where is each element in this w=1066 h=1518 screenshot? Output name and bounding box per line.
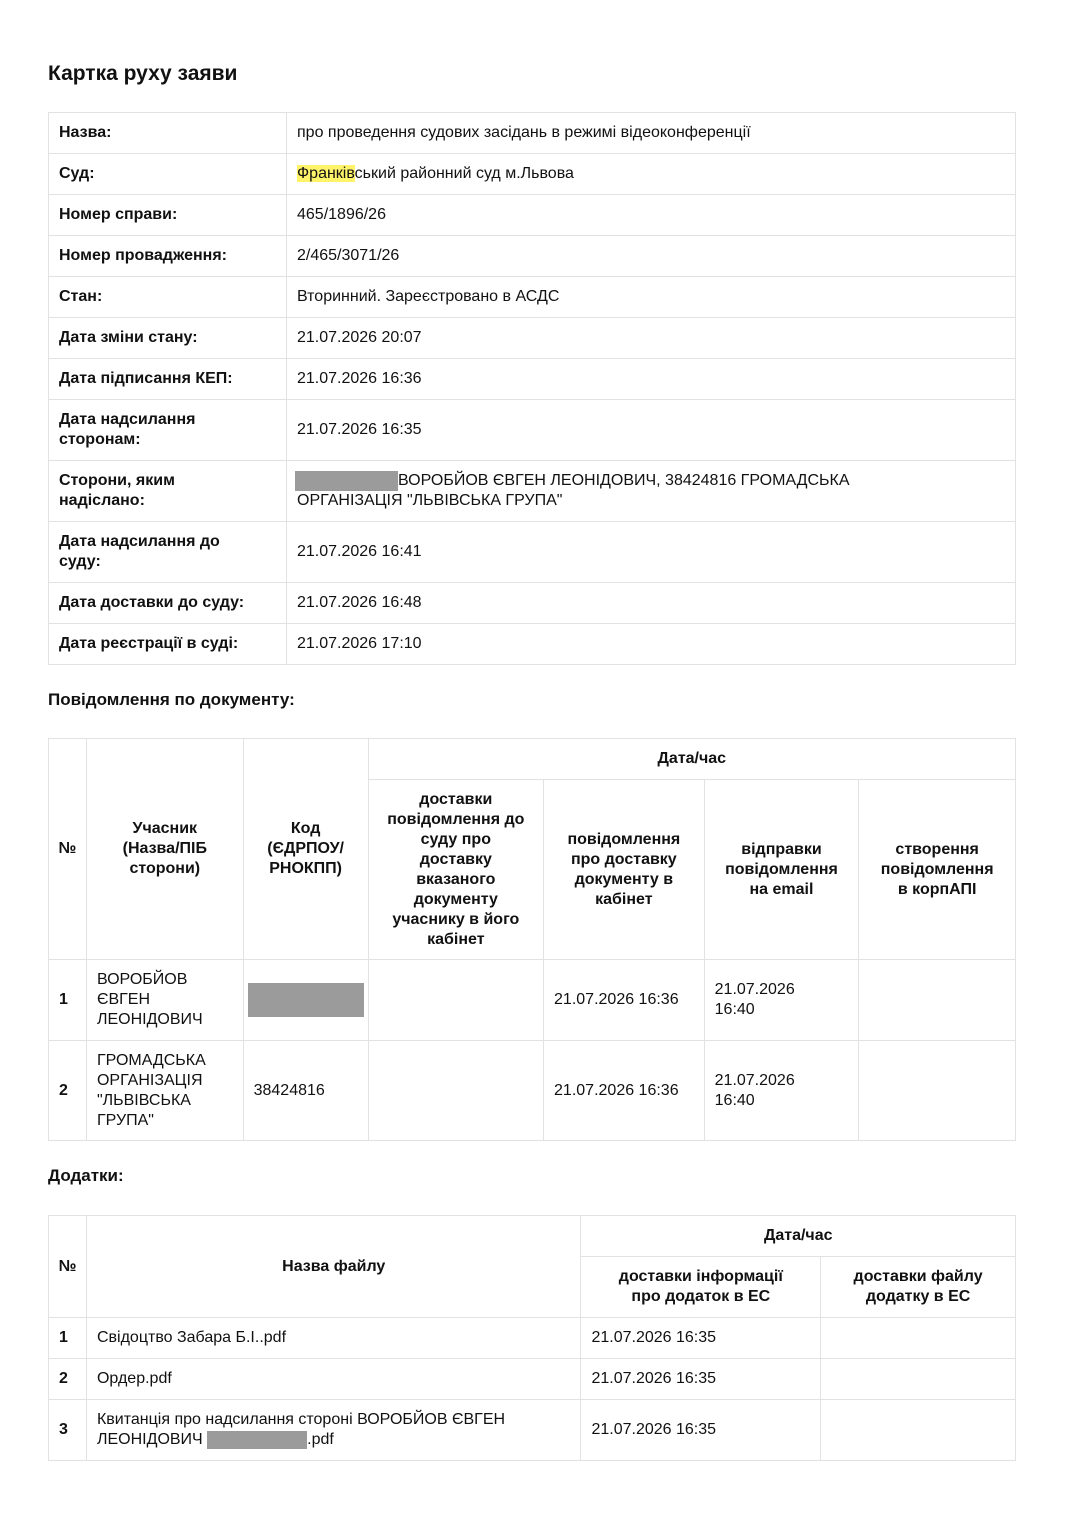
row-num: 1	[49, 1318, 87, 1359]
redaction-block	[207, 1431, 307, 1449]
col-info: доставки інформації про додаток в ЕС	[581, 1257, 821, 1318]
kep-label: Дата підписання КЕП:	[49, 359, 287, 400]
state-date-label: Дата зміни стану:	[49, 318, 287, 359]
row-num: 2	[49, 1359, 87, 1400]
state-date-value: 21.07.2026 20:07	[287, 318, 1016, 359]
row-corpapi	[859, 1041, 1016, 1141]
court-value-rest: ський районний суд м.Львова	[354, 165, 574, 182]
row-info: 21.07.2026 16:35	[581, 1359, 821, 1400]
col-participant: Учасник (Назва/ПІБ сторони)	[86, 739, 243, 960]
col-num: №	[49, 1216, 87, 1318]
row-file	[821, 1318, 1016, 1359]
info-row-state-date	[49, 318, 1016, 359]
attachments-heading: Додатки:	[48, 1166, 124, 1185]
row-email: 21.07.2026 16:40	[704, 1041, 859, 1141]
registration-label: Дата реєстрації в суді:	[49, 624, 287, 665]
notifications-table	[48, 738, 1016, 1141]
col-cabinet: повідомлення про доставку документу в кабінет	[544, 780, 705, 960]
registration-value: 21.07.2026 17:10	[287, 624, 1016, 665]
info-row-kep	[49, 359, 1016, 400]
info-row-case	[49, 195, 1016, 236]
notif-header-row-1	[49, 739, 1016, 780]
row-corpapi	[859, 960, 1016, 1041]
sent-parties-value: 21.07.2026 16:35	[287, 400, 1016, 461]
row-file	[821, 1359, 1016, 1400]
case-info-table	[48, 112, 1016, 665]
parties-label: Сторони, яким надіслано:	[49, 461, 287, 522]
info-row-name	[49, 113, 1016, 154]
redaction-block	[248, 983, 364, 1017]
case-value: 465/1896/26	[287, 195, 1016, 236]
row-delivery	[368, 960, 543, 1041]
row-filename: Свідоцтво Забара Б.І..pdf	[86, 1318, 580, 1359]
notifications-heading: Повідомлення по документу:	[48, 690, 295, 709]
proceeding-label: Номер провадження:	[49, 236, 287, 277]
info-row-delivery	[49, 583, 1016, 624]
table-row	[49, 1359, 1016, 1400]
col-filename: Назва файлу	[86, 1216, 580, 1318]
proceeding-value: 2/465/3071/26	[287, 236, 1016, 277]
info-row-state	[49, 277, 1016, 318]
sent-parties-label: Дата надсилання сторонам:	[49, 400, 287, 461]
sent-court-label: Дата надсилання до суду:	[49, 522, 287, 583]
row-delivery	[368, 1041, 543, 1141]
info-row-sent-parties	[49, 400, 1016, 461]
delivery-value: 21.07.2026 16:48	[287, 583, 1016, 624]
row-filename: Квитанція про надсилання стороні ВОРОБЙОВ ЄВГЕН ЛЕОНІДОВИЧ .pdf	[86, 1400, 580, 1461]
row-participant: ВОРОБЙОВ ЄВГЕН ЛЕОНІДОВИЧ	[86, 960, 243, 1041]
info-row-sent-court	[49, 522, 1016, 583]
row-email: 21.07.2026 16:40	[704, 960, 859, 1041]
row-participant: ГРОМАДСЬКА ОРГАНІЗАЦІЯ "ЛЬВІВСЬКА ГРУПА"	[86, 1041, 243, 1141]
row-code	[243, 960, 368, 1041]
case-label: Номер справи:	[49, 195, 287, 236]
row-file	[821, 1400, 1016, 1461]
page-title: Картка руху заяви	[48, 62, 238, 85]
row-cabinet: 21.07.2026 16:36	[544, 1041, 705, 1141]
state-value: Вторинний. Зареєстровано в АСДС	[287, 277, 1016, 318]
redaction-block	[295, 471, 398, 491]
attachments-table	[48, 1215, 1016, 1461]
table-row	[49, 1318, 1016, 1359]
row-cabinet: 21.07.2026 16:36	[544, 960, 705, 1041]
row-info: 21.07.2026 16:35	[581, 1400, 821, 1461]
row-num: 2	[49, 1041, 87, 1141]
col-num: №	[49, 739, 87, 960]
court-label: Суд:	[49, 154, 287, 195]
col-datetime: Дата/час	[581, 1216, 1016, 1257]
info-row-parties	[49, 461, 1016, 522]
court-highlight: Франків	[297, 165, 355, 182]
name-label: Назва:	[49, 113, 287, 154]
col-corpapi: створення повідомлення в корпАПІ	[859, 780, 1016, 960]
row-info: 21.07.2026 16:35	[581, 1318, 821, 1359]
info-row-registration	[49, 624, 1016, 665]
table-row	[49, 960, 1016, 1041]
col-email: відправки повідомлення на email	[704, 780, 859, 960]
table-row	[49, 1400, 1016, 1461]
att-header-row-1	[49, 1216, 1016, 1257]
row-code: 38424816	[243, 1041, 368, 1141]
parties-value: ВОРОБЙОВ ЄВГЕН ЛЕОНІДОВИЧ, 38424816 ГРОМАДСЬКА ОРГАНІЗАЦІЯ "ЛЬВІВСЬКА ГРУПА"	[287, 461, 1016, 522]
info-row-proceeding	[49, 236, 1016, 277]
col-file: доставки файлу додатку в ЕС	[821, 1257, 1016, 1318]
row-num: 3	[49, 1400, 87, 1461]
row-filename: Ордер.pdf	[86, 1359, 580, 1400]
table-row	[49, 1041, 1016, 1141]
info-row-court	[49, 154, 1016, 195]
sent-court-value: 21.07.2026 16:41	[287, 522, 1016, 583]
row-num: 1	[49, 960, 87, 1041]
name-value: про проведення судових засідань в режимі відеоконференції	[287, 113, 1016, 154]
delivery-label: Дата доставки до суду:	[49, 583, 287, 624]
court-value	[287, 154, 1016, 195]
col-code: Код (ЄДРПОУ/ РНОКПП)	[243, 739, 368, 960]
col-delivery: доставки повідомлення до суду про доставку вказаного документу учаснику в його кабінет	[368, 780, 543, 960]
kep-value: 21.07.2026 16:36	[287, 359, 1016, 400]
col-datetime: Дата/час	[368, 739, 1015, 780]
state-label: Стан:	[49, 277, 287, 318]
